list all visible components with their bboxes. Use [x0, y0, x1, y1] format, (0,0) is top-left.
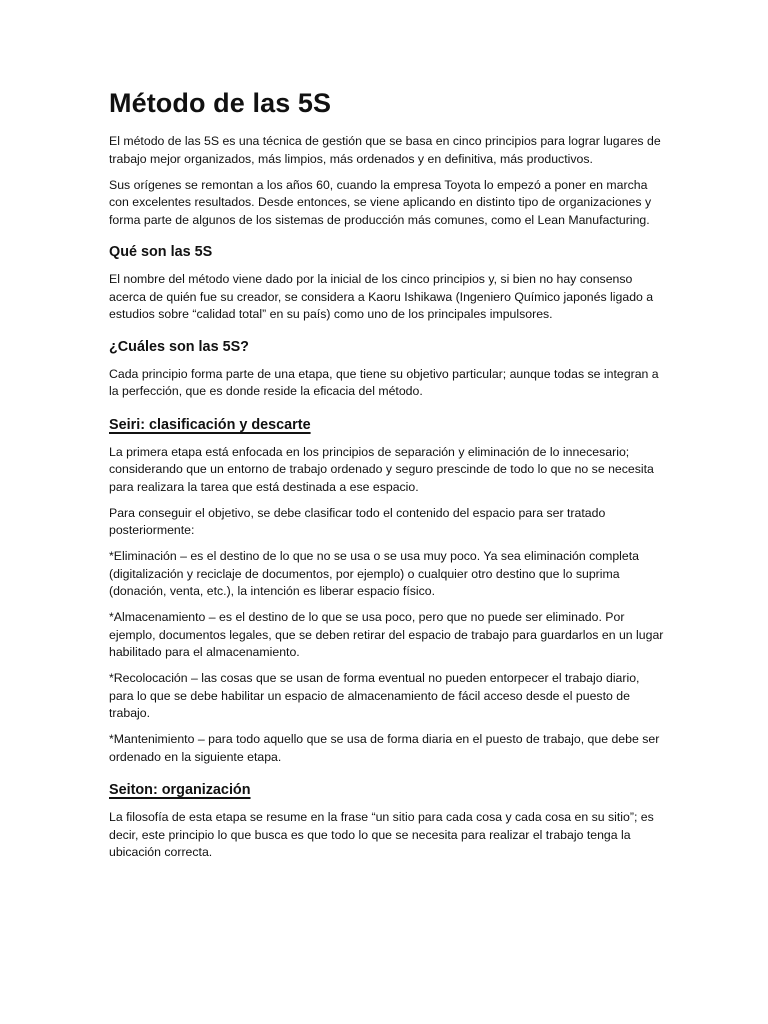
document-title: Método de las 5S — [109, 88, 332, 118]
intro-paragraph-2: Sus orígenes se remontan a los años 60, cuando la empresa Toyota lo empezó a poner en marcha con excelentes resultados. Desde entonces, se viene aplicando en distinto tipo de organizaciones y forma parte de algunos de los sistemas de producción más comunes, como el Lean Manufacturing. — [109, 177, 652, 227]
seiri-paragraph-1: La primera etapa está enfocada en los principios de separación y eliminación de lo innecesario; considerando que un entorno de trabajo ordenado y seguro prescinde de todo lo que no se necesita para realizara la tarea que está destinada a ese espacio. — [109, 444, 654, 494]
document-page — [109, 86, 665, 870]
seiri-item-recolocacion: *Recolocación – las cosas que se usan de forma eventual no pueden entorpecer el trabajo diario, para lo que se debe habilitar un espacio de almacenamiento de fácil acceso desde el puesto de trabajo. — [109, 671, 640, 720]
heading-que-son: Qué son las 5S — [109, 244, 213, 260]
seiton-paragraph-1: La filosofía de esta etapa se resume en la frase “un sitio para cada cosa y cada cosa en su sitio”; es decir, este principio lo que busca es que todo lo que se necesita para realizar el trabajo tenga la ubicación correcta. — [109, 810, 654, 859]
seiri-item-eliminacion: *Eliminación – es el destino de lo que no se usa o se usa muy poco. Ya sea eliminación completa (digitalización y reciclaje de documentos, por ejemplo) o cualquier otro destino que lo suprima (donación, venta, etc.), la intención es liberar espacio físico. — [109, 549, 639, 598]
seiri-paragraph-2: Para conseguir el objetivo, se debe clasificar todo el contenido del espacio para ser tratado posteriormente: — [109, 505, 606, 537]
heading-seiri: Seiri: clasificación y descarte — [109, 416, 311, 433]
intro-paragraph-1: El método de las 5S es una técnica de gestión que se basa en cinco principios para lograr lugares de trabajo mejor organizados, más limpios, más ordenados y en definitiva, más productivos. — [109, 134, 661, 166]
seiri-item-almacenamiento: *Almacenamiento – es el destino de lo que se usa poco, pero que no puede ser eliminado. Por ejemplo, documentos legales, que se deben retirar del espacio de trabajo para guardarlos en un lugar habilitado para el almacenamiento. — [109, 610, 664, 659]
heading-seiton: Seiton: organización — [109, 782, 251, 798]
heading-cuales-son: ¿Cuáles son las 5S? — [109, 338, 249, 355]
cuales-son-paragraph-1: Cada principio forma parte de una etapa, que tiene su objetivo particular; aunque todas se integran a la perfección, que es donde reside la eficacia del método. — [109, 366, 659, 398]
seiri-item-mantenimiento: *Mantenimiento – para todo aquello que se usa de forma diaria en el puesto de trabajo, que debe ser ordenado en la siguiente etapa. — [109, 732, 660, 764]
que-son-paragraph-1: El nombre del método viene dado por la inicial de los cinco principios y, si bien no hay consenso acerca de quién fue su creador, se considera a Kaoru Ishikawa (Ingeniero Químico japonés ligado a estudios sobre “calidad total” en su país) como uno de los principales impulsores. — [109, 272, 654, 321]
